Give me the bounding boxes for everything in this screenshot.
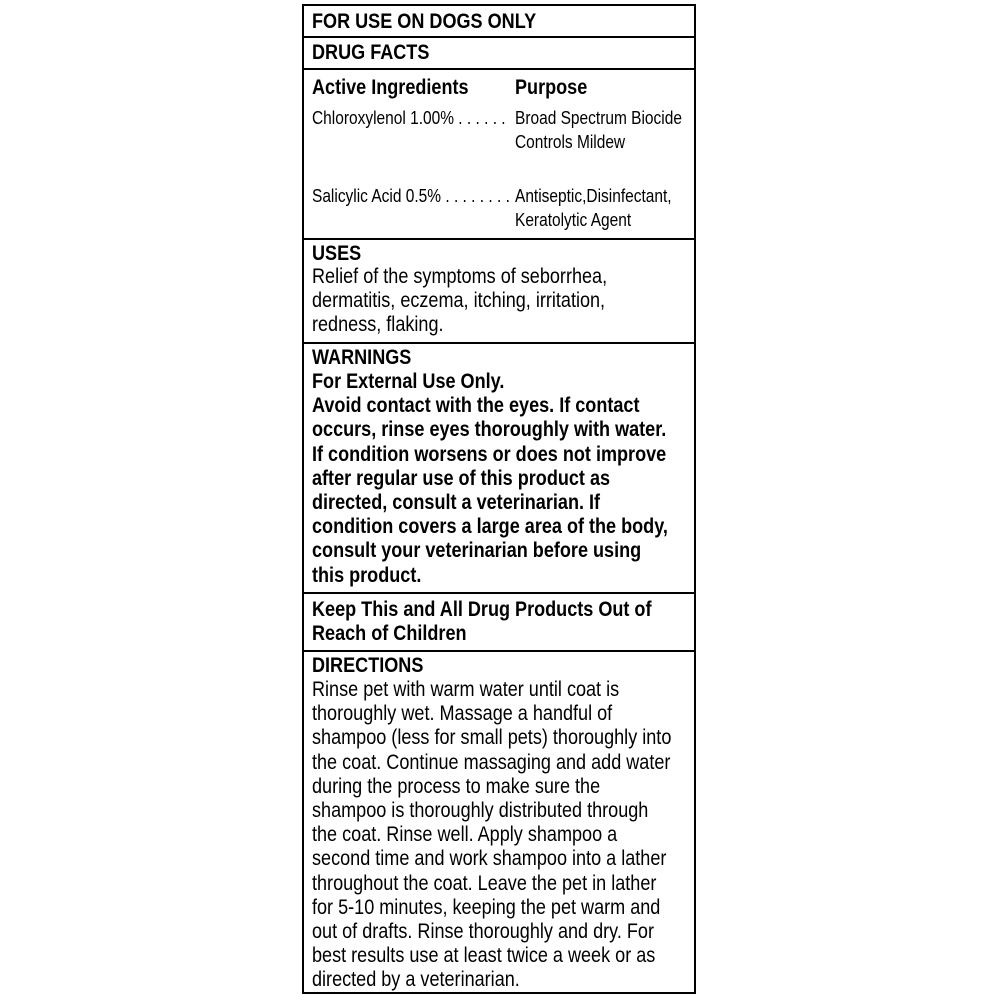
uses-text: Relief of the symptoms of seborrhea, dermatitis, eczema, itching, irritation, redness, flaking. — [312, 265, 608, 337]
drug-facts-heading: DRUG FACTS — [312, 41, 430, 64]
uses-heading: USES — [312, 242, 362, 265]
ingredient-purpose: Antiseptic,Disinfectant, Keratolytic Agent — [515, 186, 672, 230]
species-section — [304, 6, 694, 38]
warnings-text: For External Use Only. Avoid contact with the eyes. If contact occurs, rinse eyes thoroughly with water. If condition worsens or does not improve after regular use of this product as directed, consult a veterinarian. If condition covers a large area of the body, consult your veterinarian before using this product. — [312, 370, 668, 587]
warnings-section — [304, 344, 694, 594]
directions-text: Rinse pet with warm water until coat is thoroughly wet. Massage a handful of shampoo (less for small pets) thoroughly into the coat. Continue massaging and add water during the process to make sure the shampoo is thoroughly distributed through the coat. Rinse well. Apply shampoo a second time and work shampoo into a lather throughout the coat. Leave the pet in lather for 5-10 minutes, keeping the pet warm and out of drafts. Rinse thoroughly and dry. For best results use at least twice a week or as directed by a veterinarian. — [312, 678, 672, 992]
directions-heading: DIRECTIONS — [312, 654, 424, 677]
purpose-header: Purpose — [515, 76, 588, 99]
ingredient-name: Chloroxylenol 1.00% . . . . . . — [312, 108, 506, 128]
species-heading: FOR USE ON DOGS ONLY — [312, 10, 537, 33]
keep-out-text: Keep This and All Drug Products Out of Reach of Children — [312, 598, 652, 646]
keep-out-section — [304, 594, 694, 652]
ingredients-section — [304, 70, 694, 240]
ingredient-purpose: Broad Spectrum Biocide Controls Mildew — [515, 108, 682, 152]
active-ingredients-header: Active Ingredients — [312, 76, 469, 99]
warnings-heading: WARNINGS — [312, 346, 412, 369]
drug-facts-section — [304, 38, 694, 70]
uses-section — [304, 240, 694, 344]
drug-facts-label — [302, 4, 696, 994]
ingredient-name: Salicylic Acid 0.5% . . . . . . . . — [312, 186, 510, 206]
directions-section — [304, 652, 694, 992]
